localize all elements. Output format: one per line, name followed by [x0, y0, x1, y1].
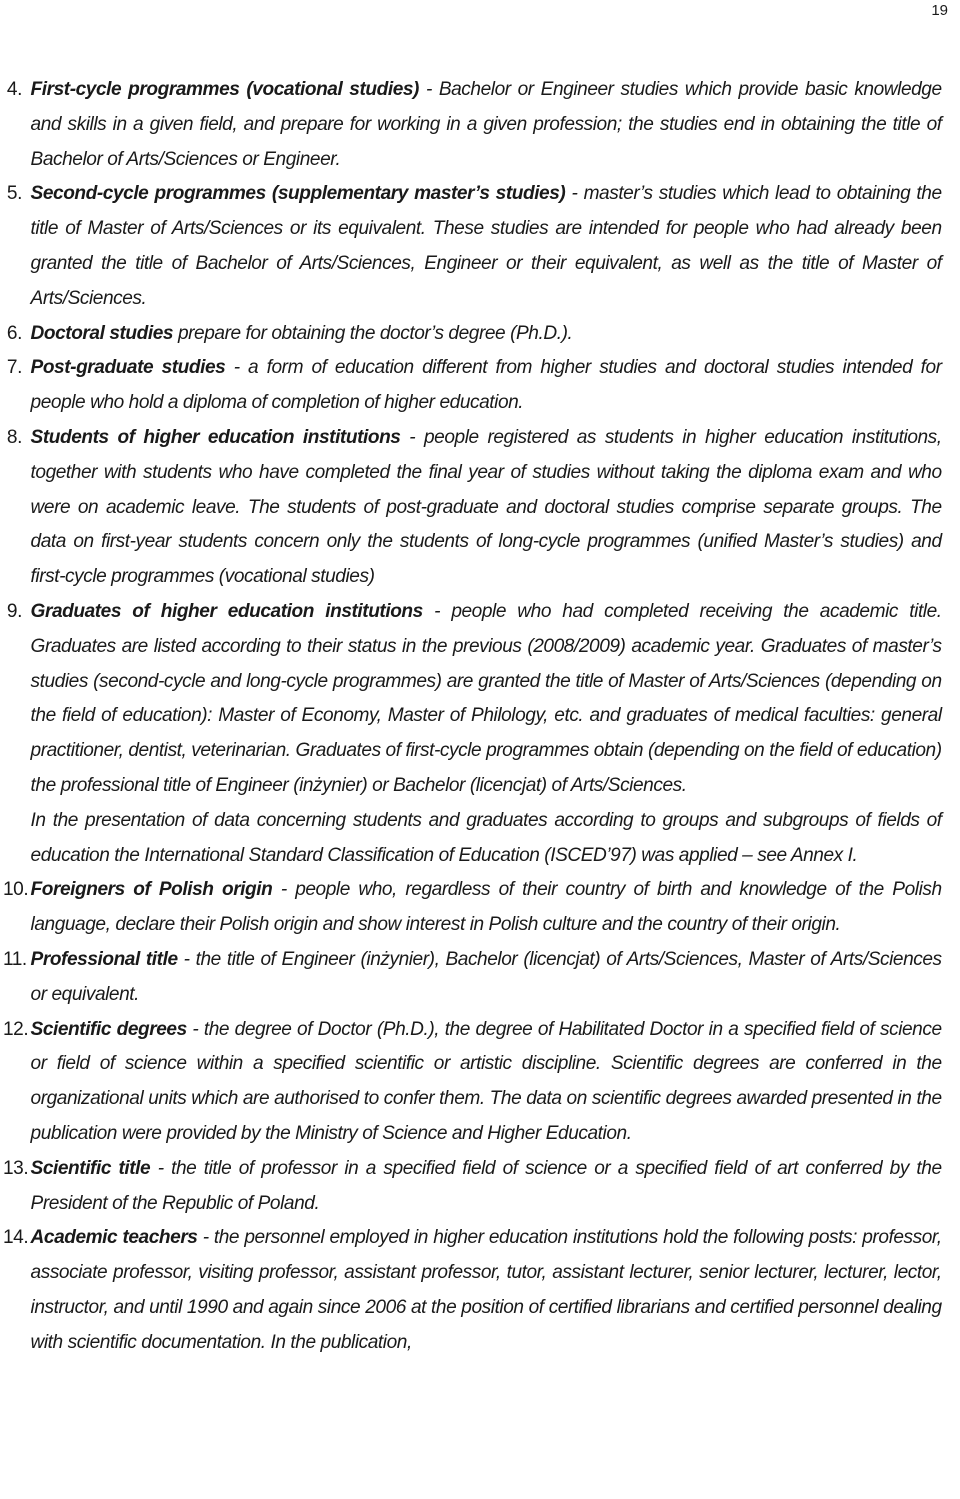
definition-item-13	[0, 1151, 946, 1221]
item-term: Professional title	[30, 947, 178, 970]
item-number: 13.	[2, 1156, 29, 1179]
item-term: Scientific degrees	[30, 1017, 187, 1040]
item-text: - the title of Engineer (inżynier), Bachelor (licencjat) of Arts/Sciences, Master of Arts/Sciences or equivalent.	[30, 947, 942, 1005]
definition-item-8	[0, 420, 946, 594]
item-text: prepare for obtaining the doctor’s degree (Ph.D.).	[173, 321, 573, 344]
item-text: - the personnel employed in higher education institutions hold the following posts: professor, associate professor, visiting professor, assistant professor, tutor, assistant lecturer, senior lecturer, lecturer, lector, instructor, and until 1990 and again since 2006 at the position of certified librarians and certified personnel dealing with scientific documentation. In the publication,	[30, 1226, 942, 1353]
item-term: Scientific title	[30, 1156, 151, 1179]
item-number: 9.	[6, 599, 22, 622]
item-term: Foreigners of Polish origin	[30, 878, 273, 901]
item-text: - people who had completed receiving the academic title. Graduates are listed according to their status in the previous (2008/2009) academic year. Graduates of master’s studies (second-cycle and long-cycle programmes) are granted the title of Master of Arts/Sciences (depending on the field of education): Master of Economy, Master of Philology, etc. and graduates of medical faculties: general practitioner, dentist, veterinarian. Graduates of first-cycle programmes obtain (depending on the field of education) the professional title of Engineer (inżynier) or Bachelor (licencjat) of Arts/Sciences.	[30, 599, 942, 796]
item-term: Students of higher education institutions	[30, 425, 401, 448]
definition-item-14	[0, 1220, 946, 1359]
item-text: - people registered as students in higher education institutions, together with students who have completed the final year of studies without taking the diploma exam and who were on academic leave. The students of post-graduate and doctoral studies comprise separate groups. The data on first-year students concern only the students of long-cycle programmes (unified Master’s studies) and first-cycle programmes (vocational studies)	[30, 425, 942, 588]
item-text: - master’s studies which lead to obtaining the title of Master of Arts/Sciences or its equivalent. These studies are intended for people who had already been granted the title of Bachelor of Arts/Sciences, Engineer or their equivalent, as well as the title of Master of Arts/Sciences.	[30, 182, 942, 309]
item-number: 4.	[6, 78, 22, 100]
item-text: - a form of education different from higher studies and doctoral studies intended for people who hold a diploma of completion of higher education.	[30, 356, 942, 414]
item-number: 5.	[6, 182, 22, 205]
definition-item-6	[0, 316, 946, 351]
item-paragraph: In the presentation of data concerning students and graduates according to groups and subgroups of fields of education the International Standard Classification of Education (ISCED’97) was applied – see Annex I.	[30, 808, 942, 866]
item-text: - the degree of Doctor (Ph.D.), the degree of Habilitated Doctor in a specified field of science or field of science within a specified scientific or artistic discipline. Scientific degrees are conferred in the organizational units which are authorised to confer them. The data on scientific degrees awarded presented in the publication were provided by the Ministry of Science and Higher Education.	[30, 1017, 942, 1144]
item-term: Doctoral studies	[30, 321, 174, 344]
item-term: Second-cycle programmes (supplementary master’s studies)	[30, 182, 566, 205]
item-term: First-cycle programmes (vocational studies)	[30, 78, 419, 100]
item-number: 6.	[6, 321, 22, 344]
item-text: - people who, regardless of their country of birth and knowledge of the Polish language, declare their Polish origin and show interest in Polish culture and the country of their origin.	[30, 878, 942, 936]
page-number: 19	[931, 2, 948, 19]
definitions-list	[0, 72, 960, 1359]
item-number: 8.	[6, 425, 22, 448]
definition-item-11	[0, 942, 946, 1012]
definition-item-7	[0, 350, 946, 420]
definition-item-4	[0, 72, 946, 176]
item-term: Graduates of higher education institutions	[30, 599, 423, 622]
definition-item-9	[0, 594, 946, 872]
definition-item-10	[0, 872, 946, 942]
item-number: 12.	[2, 1017, 29, 1040]
item-term: Academic teachers	[30, 1226, 198, 1249]
item-number: 11.	[2, 947, 27, 970]
item-number: 10.	[2, 878, 29, 901]
item-number: 14.	[2, 1226, 29, 1249]
item-text: - Bachelor or Engineer studies which provide basic knowledge and skills in a given field, and prepare for working in a given profession; the studies end in obtaining the title of Bachelor of Arts/Sciences or Engineer.	[30, 78, 942, 170]
definition-item-12	[0, 1012, 946, 1151]
item-text: - the title of professor in a specified field of science or a specified field of art conferred by the President of the Republic of Poland.	[30, 1156, 942, 1214]
item-term: Post-graduate studies	[30, 356, 226, 379]
definition-item-5	[0, 176, 946, 315]
item-number: 7.	[6, 356, 22, 379]
